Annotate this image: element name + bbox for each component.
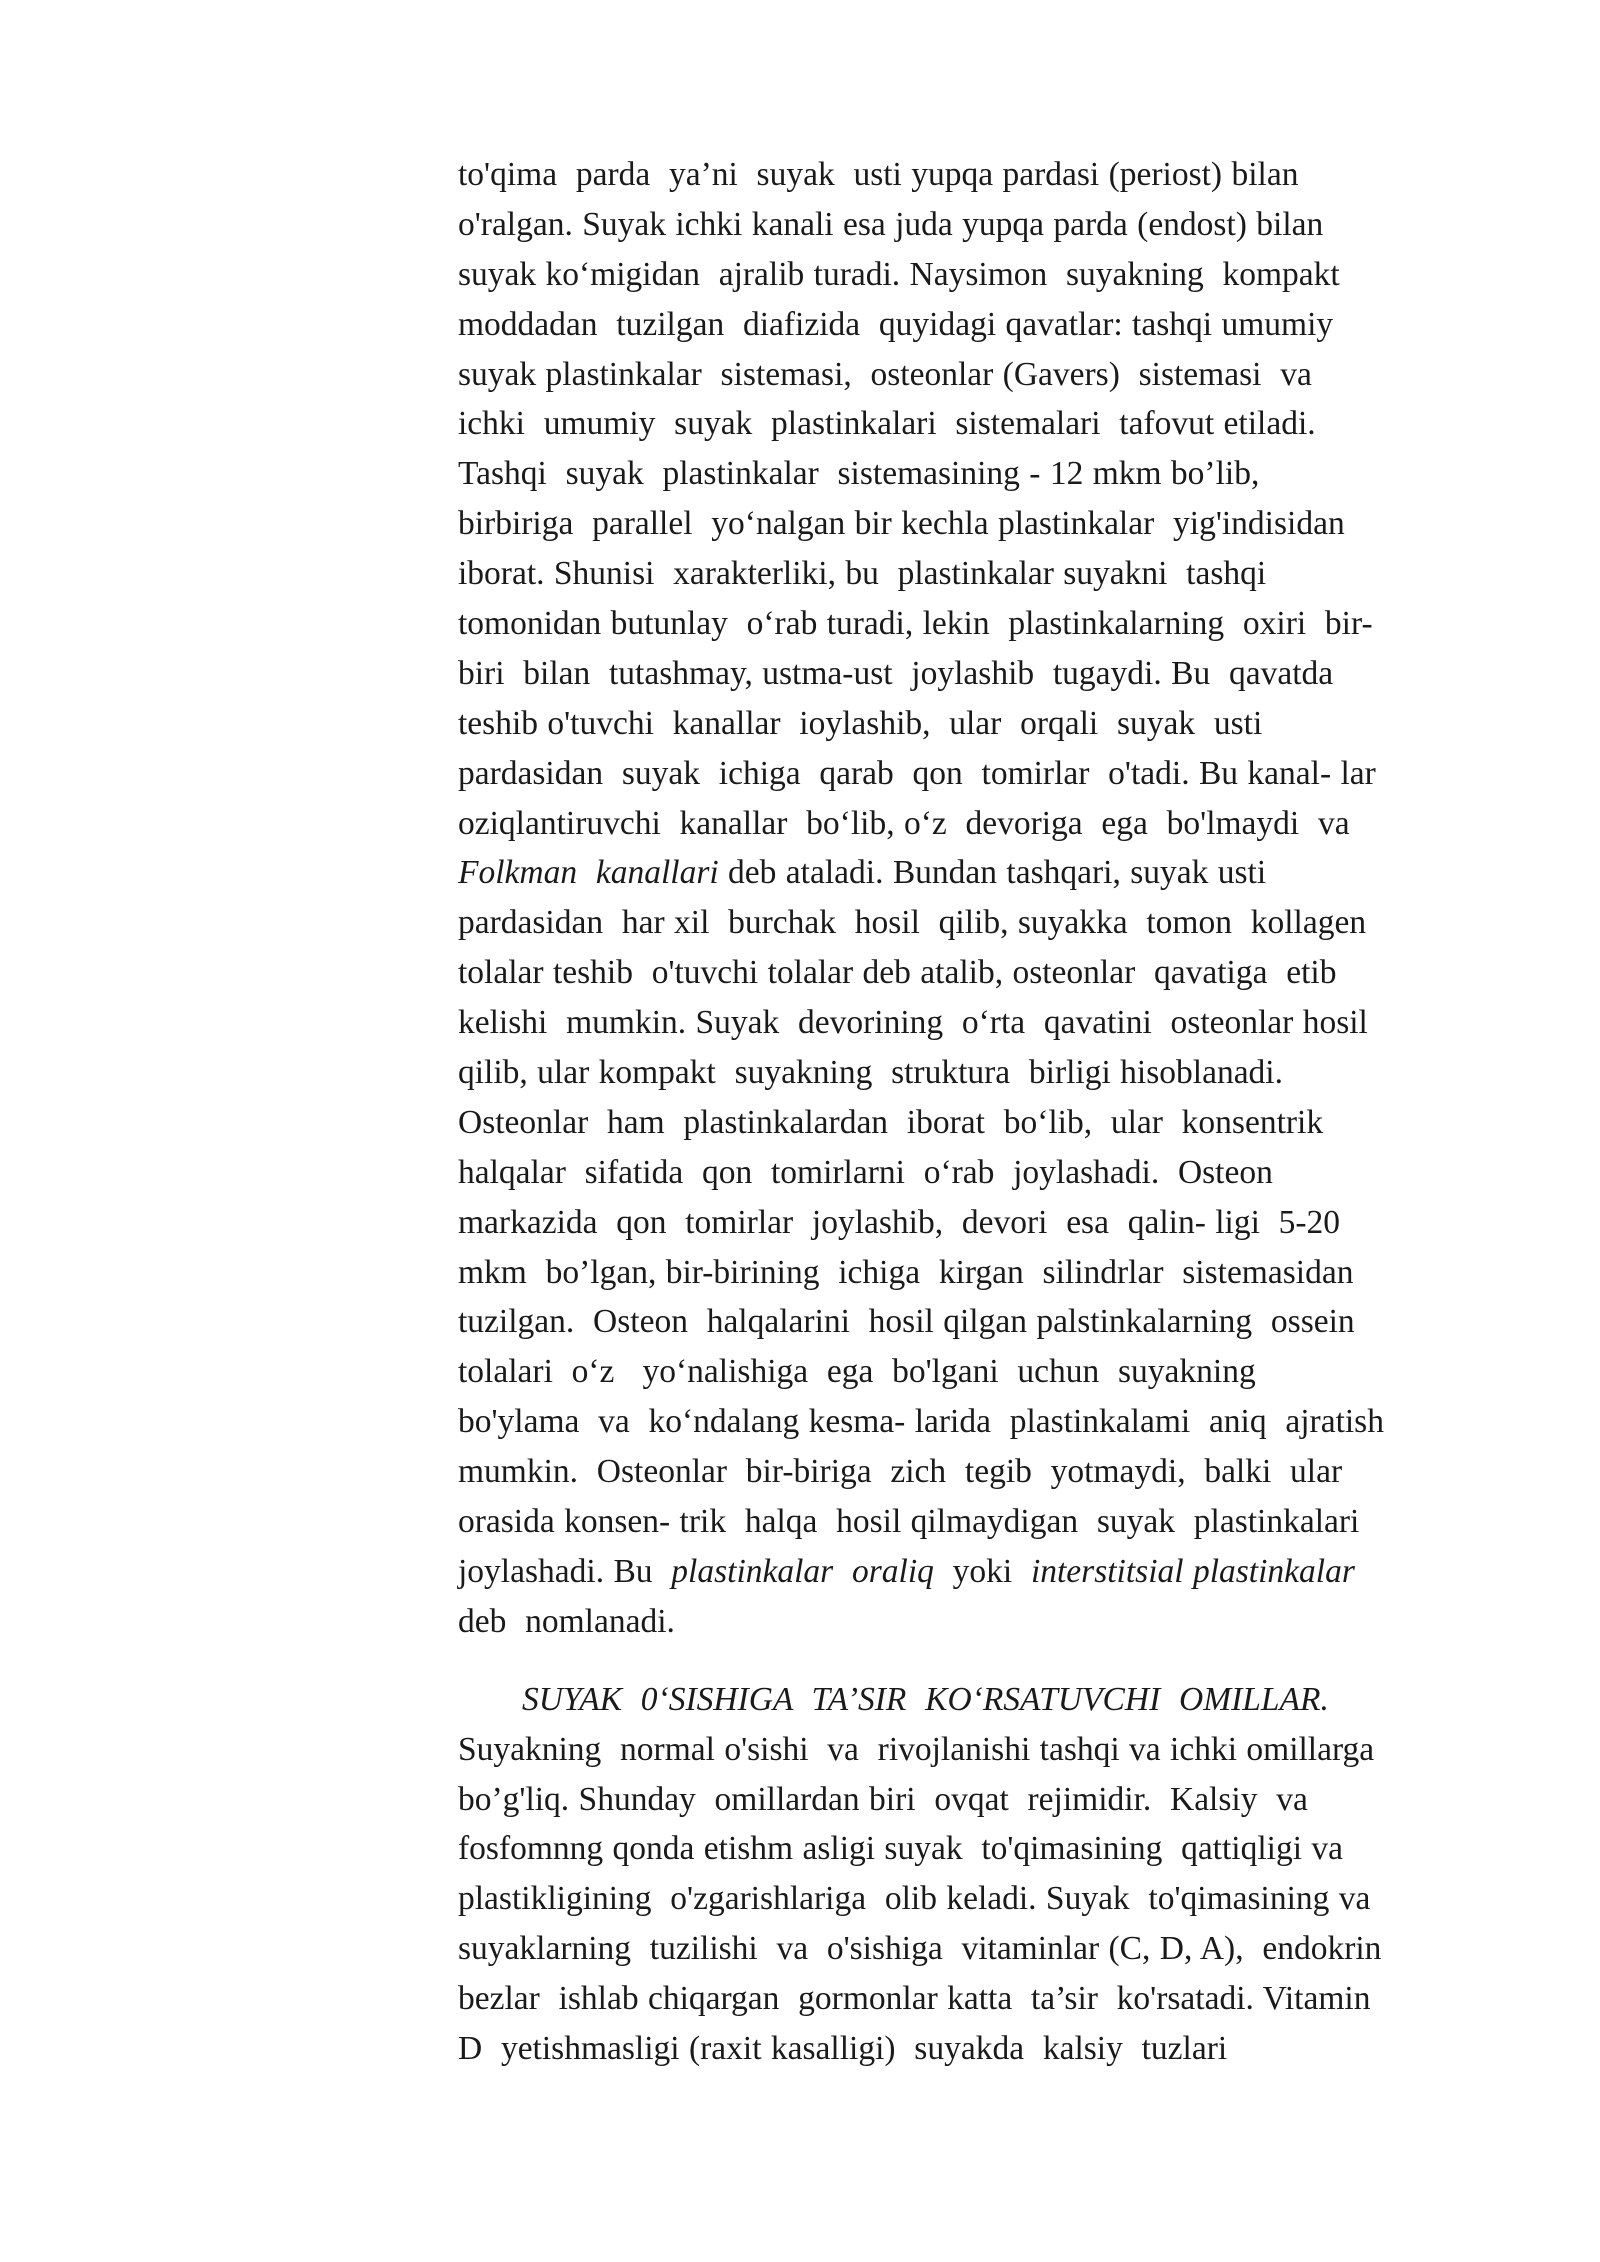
text-line: plastikligining o'zgarishlariga olib keladi. Suyak to'qimasining va <box>458 1880 1371 1918</box>
text-line <box>458 1497 1538 1547</box>
text-segment: iborat. Shunisi xarakterliki, bu plastinkalar suyakni tashqi <box>458 555 1267 593</box>
text-segment: tomonidan butunlay o‘rab turadi, lekin plastinkalarning oxiri bir- <box>458 605 1373 643</box>
text-segment: yoki <box>933 1552 1031 1590</box>
text-segment: to'qima parda ya’ni suyak usti yupqa pardasi (periost) bilan <box>458 156 1299 193</box>
text-line <box>458 399 1538 449</box>
text-line <box>458 749 1538 799</box>
text-line <box>458 250 1538 300</box>
text-segment: bo'ylama va ko‘ndalang kesma- larida plastinkalami aniq ajratish <box>458 1403 1384 1441</box>
text-line <box>458 998 1538 1048</box>
paragraph-2 <box>458 1725 1538 2074</box>
text-line <box>458 1397 1538 1447</box>
italic-term: interstitsial plastinkalar <box>1030 1552 1355 1590</box>
text-segment: kelishi mumkin. Suyak devorining o‘rta qavatini osteonlar hosil <box>458 1004 1368 1042</box>
text-segment: suyak ko‘migidan ajralib turadi. Naysimon suyakning kompakt <box>458 255 1340 293</box>
text-line <box>458 599 1538 649</box>
text-segment: halqalar sifatida qon tomirlarni o‘rab joylashadi. Osteon <box>458 1153 1273 1191</box>
text-line <box>458 649 1538 699</box>
text-line: D yetishmasligi (raxit kasalligi) suyakda kalsiy tuzlari <box>458 2029 1228 2067</box>
text-segment: orasida konsen- trik halqa hosil qilmaydigan suyak plastinkalari <box>458 1503 1360 1541</box>
text-line <box>458 300 1538 350</box>
text-segment: teshib o'tuvchi kanallar ioylashib, ular orqali suyak usti <box>458 704 1263 742</box>
text-segment: birbiriga parallel yo‘nalgan bir kechla plastinkalar yig'indisidan <box>458 505 1345 543</box>
text-line <box>458 1248 1538 1298</box>
text-line <box>458 848 1538 898</box>
text-line <box>458 1198 1538 1248</box>
paragraph-1 <box>458 150 1538 1647</box>
text-segment: deb nomlanadi. <box>458 1602 675 1640</box>
text-segment: markazida qon tomirlar joylashib, devori esa qalin- ligi 5-20 <box>458 1203 1341 1241</box>
text-segment: tolalar teshib o'tuvchi tolalar deb atalib, osteonlar qavatiga etib <box>458 954 1337 992</box>
text-line <box>458 1447 1538 1497</box>
text-line <box>458 898 1538 948</box>
text-segment: mumkin. Osteonlar bir-biriga zich tegib yotmaydi, balki ular <box>458 1453 1343 1491</box>
text-line <box>458 449 1538 499</box>
text-line <box>458 799 1538 849</box>
text-line <box>458 549 1538 599</box>
text-line <box>458 1098 1538 1148</box>
text-line <box>458 1048 1538 1098</box>
section-heading: SUYAK 0‘SISHIGA TA’SIR KO‘RSATUVCHI OMILLAR. <box>522 1680 1329 1718</box>
text-segment: o'ralgan. Suyak ichki kanali esa juda yupqa parda (endost) bilan <box>458 205 1324 243</box>
italic-term: plastinkalar oraliq <box>671 1552 934 1590</box>
text-line <box>458 150 1538 200</box>
text-line: Suyakning normal o'sishi va rivojlanishi tashqi va ichki omillarga <box>458 1730 1375 1768</box>
text-line: bo’g'liq. Shunday omillardan biri ovqat rejimidir. Kalsiy va <box>458 1780 1308 1818</box>
text-segment: deb ataladi. Bundan tashqari, suyak usti <box>718 854 1267 892</box>
text-segment: mkm bo’lgan, bir-birining ichiga kirgan silindrlar sistemasidan <box>458 1253 1354 1291</box>
text-segment: pardasidan har xil burchak hosil qilib, suyakka tomon kollagen <box>458 904 1367 942</box>
text-line <box>458 1597 1538 1647</box>
text-line: fosfomnng qonda etishm asligi suyak to'qimasining qattiqligi va <box>458 1830 1344 1868</box>
text-line <box>458 350 1538 400</box>
text-line <box>458 1148 1538 1198</box>
text-line <box>458 948 1538 998</box>
body-text <box>458 150 1538 2074</box>
italic-term: Folkman kanallari <box>458 854 719 892</box>
text-segment: tuzilgan. Osteon halqalarini hosil qilgan palstinkalarning ossein <box>458 1303 1355 1341</box>
text-segment: biri bilan tutashmay, ustma-ust joylashib tugaydi. Bu qavatda <box>458 654 1334 692</box>
paragraph-gap <box>458 1647 1538 1675</box>
text-segment: pardasidan suyak ichiga qarab qon tomirlar o'tadi. Bu kanal- lar <box>458 754 1376 792</box>
text-line: bezlar ishlab chiqargan gormonlar katta ta’sir ko'rsatadi. Vitamin <box>458 1980 1371 2018</box>
text-line: suyaklarning tuzilishi va o'sishiga vitaminlar (C, D, A), endokrin <box>458 1930 1382 1968</box>
text-segment: tolalari o‘z yo‘nalishiga ega bo'lgani uchun suyakning <box>458 1353 1256 1391</box>
text-segment: qilib, ular kompakt suyakning struktura birligi hisoblanadi. <box>458 1054 1283 1092</box>
text-segment: joylashadi. Bu <box>458 1552 672 1590</box>
text-segment: Tashqi suyak plastinkalar sistemasining - 12 mkm bo’lib, <box>458 455 1260 493</box>
text-segment: moddadan tuzilgan diafizida quyidagi qavatlar: tashqi umumiy <box>458 305 1334 343</box>
text-line <box>458 499 1538 549</box>
text-line <box>458 1297 1538 1347</box>
text-line <box>458 1547 1538 1597</box>
text-line <box>458 200 1538 250</box>
text-segment: Osteonlar ham plastinkalardan iborat bo‘lib, ular konsentrik <box>458 1103 1324 1141</box>
text-segment: suyak plastinkalar sistemasi, osteonlar (Gavers) sistemasi va <box>458 355 1312 393</box>
text-segment: ichki umumiy suyak plastinkalari sistemalari tafovut etiladi. <box>458 405 1316 443</box>
text-line <box>458 1347 1538 1397</box>
text-segment: oziqlantiruvchi kanallar bo‘lib, o‘z devoriga ega bo'lmaydi va <box>458 804 1350 842</box>
text-line <box>458 699 1538 749</box>
